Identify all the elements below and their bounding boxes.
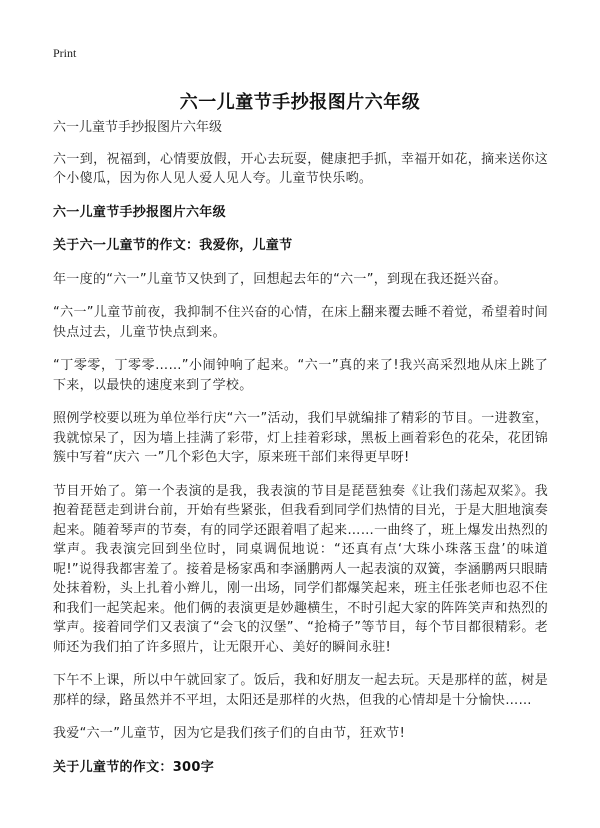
essay-paragraph: 照例学校要以班为单位举行庆“六一”活动，我们早就编排了精彩的节目。一进教室，我就惊呆了，因为墙上挂满了彩带，灯上挂着彩球，黑板上画着彩色的花朵，花团锦簇中写着“庆六 一”几个彩色大字，原来班干部们来得更早呀!: [53, 411, 548, 465]
essay-paragraph: 节目开始了。第一个表演的是我，我表演的节目是琵琶独奏《让我们荡起双桨》。我抱着琵琶走到讲台前，开始有些紧张，但我看到同学们热情的目光，于是大胆地演奏起来。随着琴声的节奏，有的同学还跟着唱了起来……一曲终了，班上爆发出热烈的 掌声。我表演完回到坐位时，同桌调侃地说：“还真有点‘大珠小珠落玉盘’的味道呢!”说得我都害羞了。接着是杨家禹和李涵鹏两人一起表演的双簧，李涵鹏两只眼睛处抹着粉，头上扎着小辫儿，刚一出场，同学们都爆笑起来，班主任张老师也忍不住和我们一起笑起来。他们俩的表演更是妙趣横生，不时引起大家的阵阵笑声和热烈的掌声。接着同学们又表演了“会飞的汉堡”、“抢椅子”等节目，每个节目都很精彩。老师还为我们拍了许多照片，让无限开心、美好的瞬间永驻!: [53, 483, 548, 655]
essay-paragraph: “丁零零，丁零零……”小闹钟响了起来。“六一”真的来了!我兴高采烈地从床上跳了下来，以最快的速度来到了学校。: [53, 358, 548, 393]
essay-paragraph: 我爱“六一”儿童节，因为它是我们孩子们的自由节，狂欢节!: [53, 726, 406, 741]
essay-paragraph: 下午不上课，所以中午就回家了。饭后，我和好朋友一起去玩。天是那样的蓝，树是那样的绿，路虽然并不平坦，太阳还是那样的火热，但我的心情却是十分愉快……: [53, 673, 548, 708]
essay-paragraph: “六一”儿童节前夜，我抑制不住兴奋的心情，在床上翻来覆去睡不着觉，希望着时间快点过去，儿童节快点到来。: [53, 305, 548, 340]
essay-heading: 关于六一儿童节的作文：我爱你，儿童节: [53, 238, 293, 253]
print-link[interactable]: Print: [53, 46, 77, 60]
intro-paragraph: 六一到，祝福到，心情要放假，开心去玩耍，健康把手抓，幸福开如花，摘来送你这个小傻瓜，因为你人见人爱人见人夸。儿童节快乐哟。: [53, 151, 548, 186]
article-subtitle: 六一儿童节手抄报图片六年级: [53, 120, 223, 135]
section-heading: 六一儿童节手抄报图片六年级: [53, 204, 226, 220]
page-title: 六一儿童节手抄报图片六年级: [179, 92, 421, 114]
essay-heading: 关于儿童节的作文：300字: [53, 759, 215, 775]
essay-paragraph: 年一度的“六一”儿童节又快到了，回想起去年的“六一”，到现在我还挺兴奋。: [53, 271, 507, 287]
article-body: [53, 118, 548, 791]
